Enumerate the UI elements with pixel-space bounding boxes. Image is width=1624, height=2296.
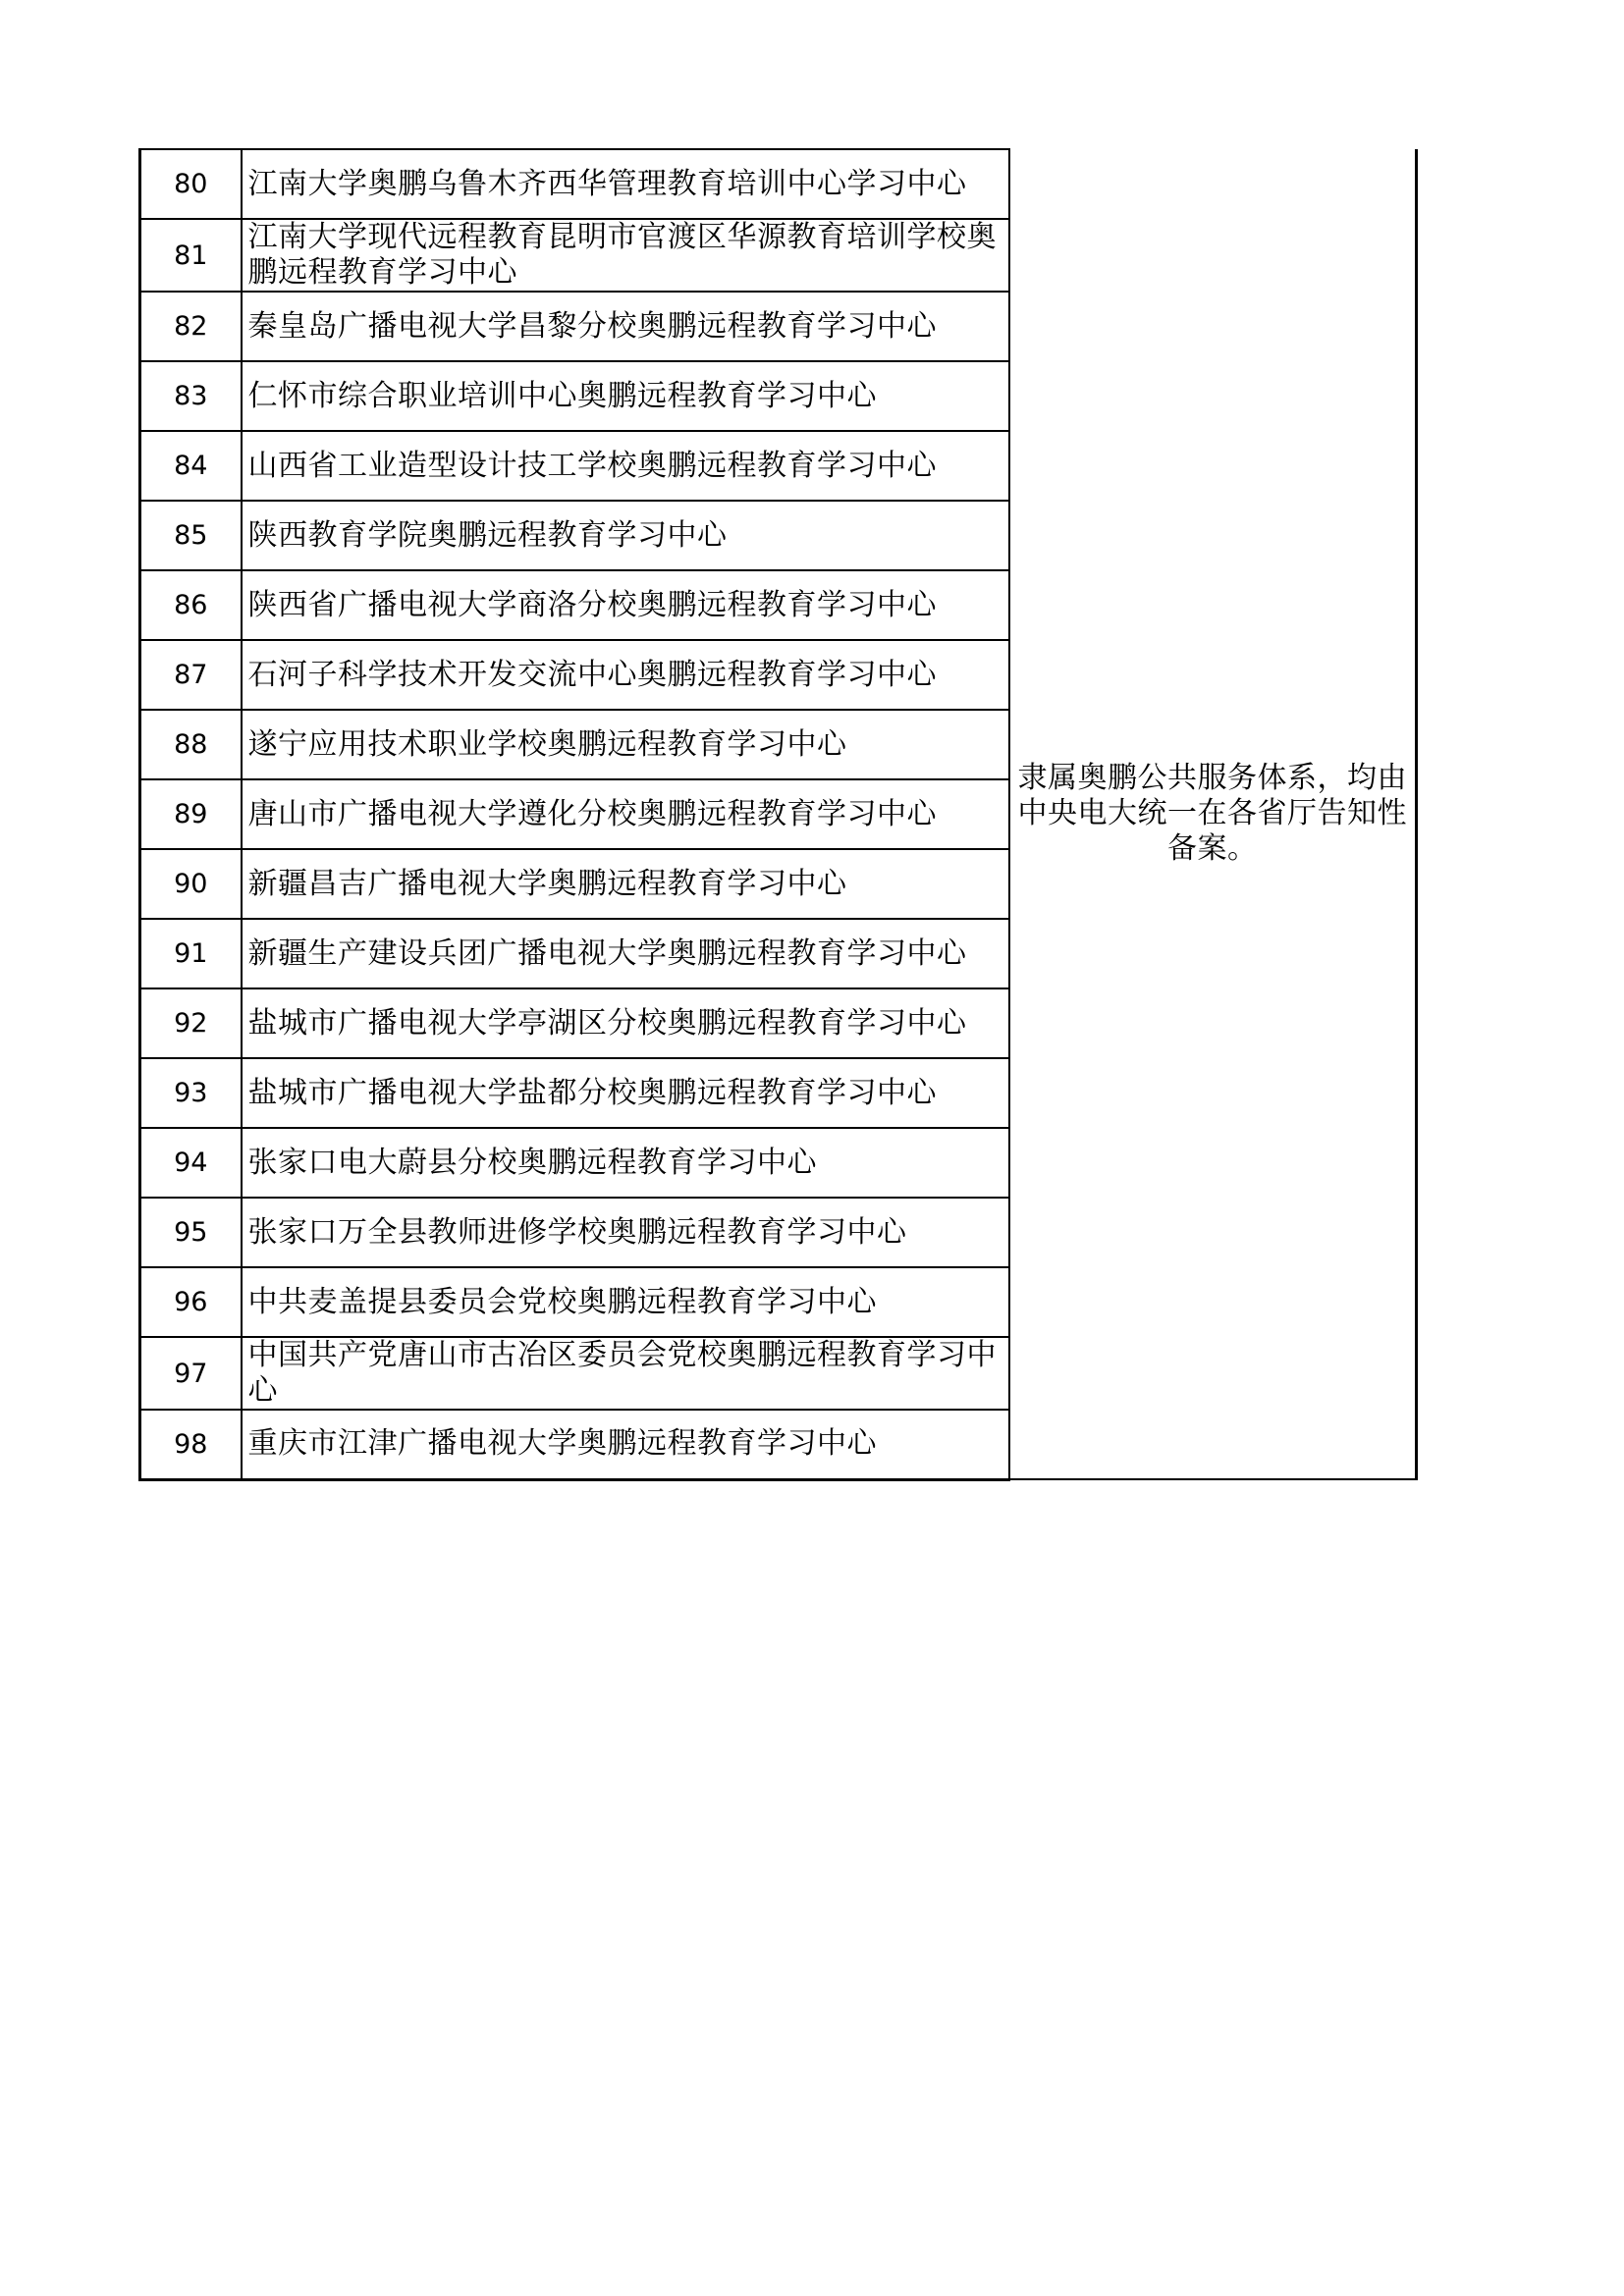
row-number: 83 xyxy=(140,361,242,431)
row-number: 96 xyxy=(140,1267,242,1337)
center-name: 陕西教育学院奥鹏远程教育学习中心 xyxy=(242,501,1009,570)
center-name: 中共麦盖提县委员会党校奥鹏远程教育学习中心 xyxy=(242,1267,1009,1337)
center-name: 重庆市江津广播电视大学奥鹏远程教育学习中心 xyxy=(242,1410,1009,1479)
center-name: 江南大学奥鹏乌鲁木齐西华管理教育培训中心学习中心 xyxy=(242,149,1009,219)
center-name: 盐城市广播电视大学亭湖区分校奥鹏远程教育学习中心 xyxy=(242,988,1009,1058)
table-body xyxy=(140,149,1417,1479)
row-number: 94 xyxy=(140,1128,242,1198)
center-name: 唐山市广播电视大学遵化分校奥鹏远程教育学习中心 xyxy=(242,779,1009,849)
center-name: 仁怀市综合职业培训中心奥鹏远程教育学习中心 xyxy=(242,361,1009,431)
center-name: 张家口电大蔚县分校奥鹏远程教育学习中心 xyxy=(242,1128,1009,1198)
row-number: 95 xyxy=(140,1198,242,1267)
center-name: 陕西省广播电视大学商洛分校奥鹏远程教育学习中心 xyxy=(242,570,1009,640)
row-number: 92 xyxy=(140,988,242,1058)
row-number: 91 xyxy=(140,919,242,988)
remark-cell: 隶属奥鹏公共服务体系，均由中央电大统一在各省厅告知性备案。 xyxy=(1009,149,1417,1479)
row-number: 82 xyxy=(140,292,242,361)
center-name: 秦皇岛广播电视大学昌黎分校奥鹏远程教育学习中心 xyxy=(242,292,1009,361)
row-number: 87 xyxy=(140,640,242,710)
center-name: 江南大学现代远程教育昆明市官渡区华源教育培训学校奥鹏远程教育学习中心 xyxy=(242,219,1009,292)
center-name: 遂宁应用技术职业学校奥鹏远程教育学习中心 xyxy=(242,710,1009,779)
row-number: 93 xyxy=(140,1058,242,1128)
center-name: 新疆生产建设兵团广播电视大学奥鹏远程教育学习中心 xyxy=(242,919,1009,988)
row-number: 98 xyxy=(140,1410,242,1479)
center-name: 山西省工业造型设计技工学校奥鹏远程教育学习中心 xyxy=(242,431,1009,501)
center-name: 新疆昌吉广播电视大学奥鹏远程教育学习中心 xyxy=(242,849,1009,919)
learning-center-table xyxy=(138,148,1418,1481)
center-name: 中国共产党唐山市古冶区委员会党校奥鹏远程教育学习中心 xyxy=(242,1337,1009,1410)
row-number: 80 xyxy=(140,149,242,219)
row-number: 86 xyxy=(140,570,242,640)
row-number: 89 xyxy=(140,779,242,849)
center-name: 张家口万全县教师进修学校奥鹏远程教育学习中心 xyxy=(242,1198,1009,1267)
row-number: 90 xyxy=(140,849,242,919)
center-name: 石河子科学技术开发交流中心奥鹏远程教育学习中心 xyxy=(242,640,1009,710)
row-number: 81 xyxy=(140,219,242,292)
center-name: 盐城市广播电视大学盐都分校奥鹏远程教育学习中心 xyxy=(242,1058,1009,1128)
row-number: 88 xyxy=(140,710,242,779)
row-number: 85 xyxy=(140,501,242,570)
table-row xyxy=(140,149,1417,219)
row-number: 97 xyxy=(140,1337,242,1410)
row-number: 84 xyxy=(140,431,242,501)
